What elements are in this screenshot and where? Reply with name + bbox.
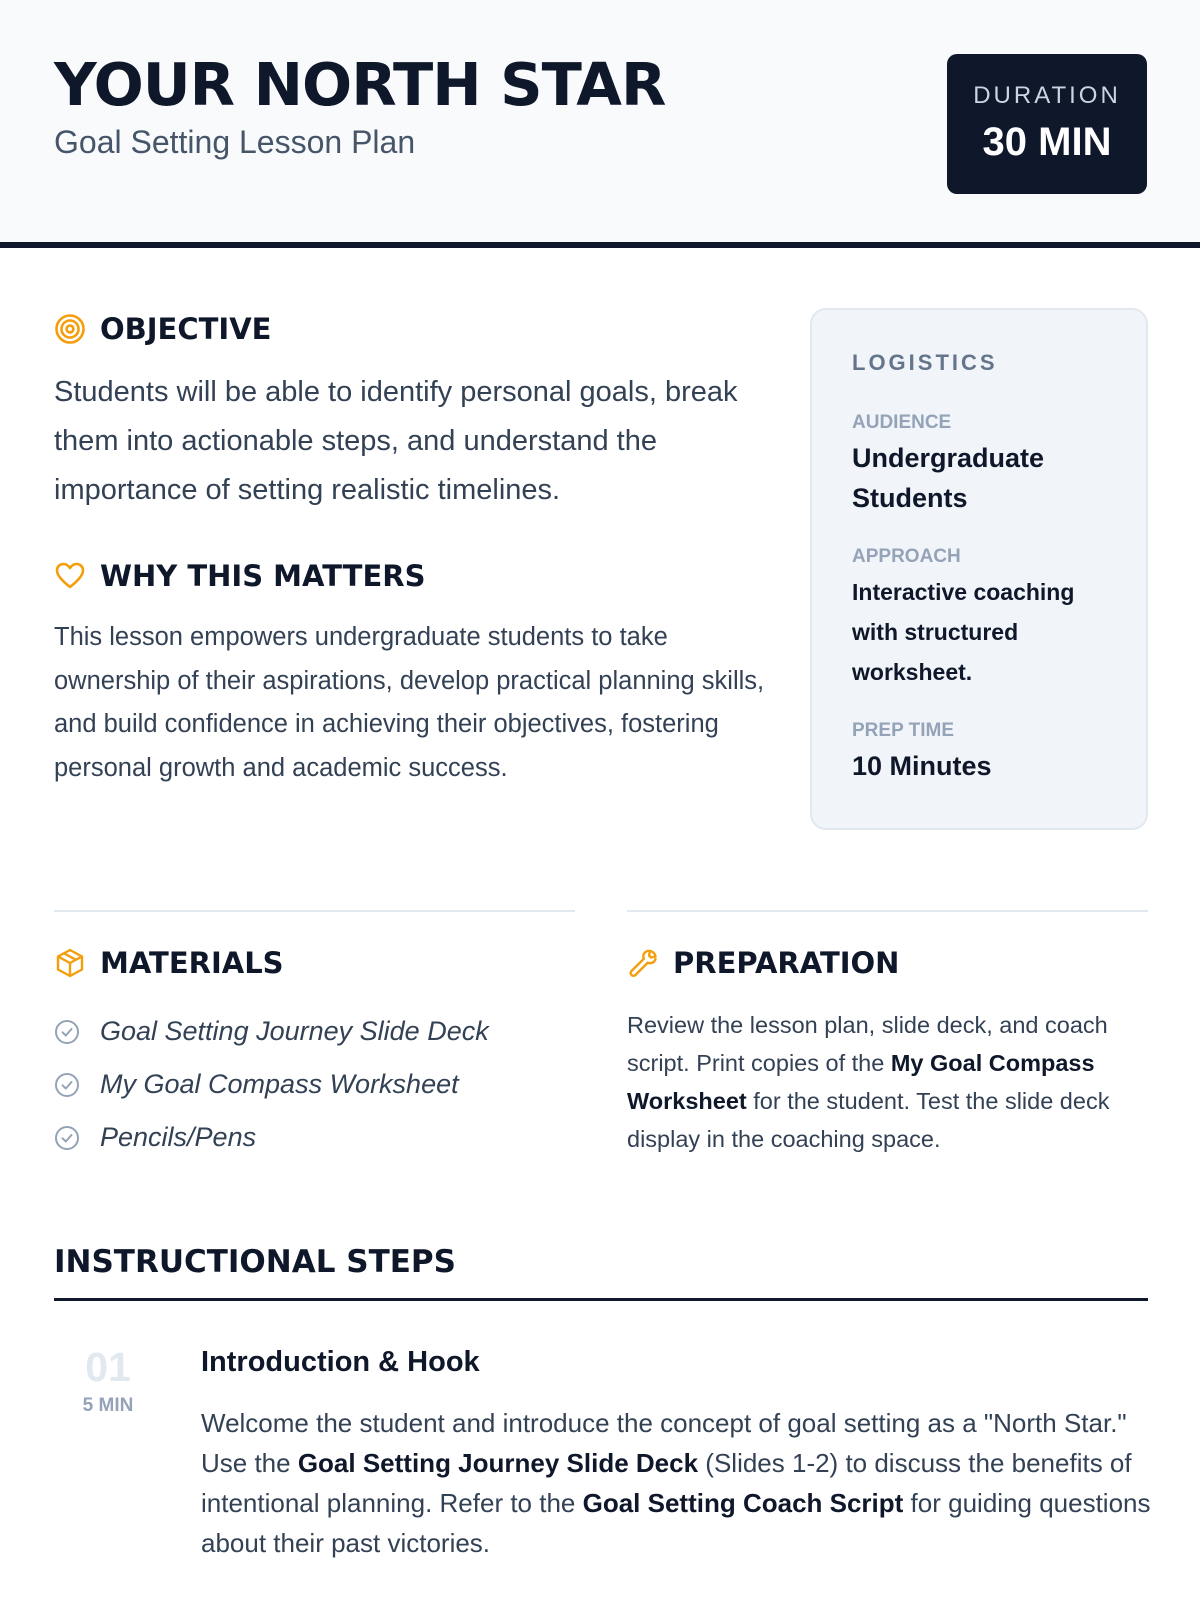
heart-icon: [54, 560, 86, 592]
list-item: [54, 1058, 489, 1111]
materials-divider: [54, 910, 575, 912]
step-emphasis: Goal Setting Journey Slide Deck: [297, 1448, 699, 1478]
preparation-text: [627, 1006, 1157, 1158]
step-text-part: for guiding questions about their past victories.: [201, 1488, 1151, 1558]
materials-heading: [54, 946, 284, 980]
page-title: YOUR NORTH STAR: [54, 50, 666, 119]
materials-list: [54, 1005, 489, 1164]
check-circle-icon: [54, 1019, 80, 1045]
step-duration: 5 MIN: [82, 1395, 134, 1416]
logistics-title: LOGISTICS: [852, 350, 998, 375]
prep-time-value: 10 Minutes: [852, 751, 992, 781]
audience-value: Undergraduate Students: [852, 443, 1045, 513]
box-icon: [54, 947, 86, 979]
step-title: Introduction & Hook: [201, 1346, 480, 1378]
step-number: 01: [85, 1344, 131, 1390]
objective-heading: [54, 312, 271, 346]
list-item: [54, 1111, 489, 1164]
materials-title: MATERIALS: [100, 946, 284, 980]
step-text-part: Welcome the student and introduce the concept of goal setting as a "North Star." Use the: [201, 1408, 1127, 1478]
wrench-icon: [627, 947, 659, 979]
duration-value: 30 MIN: [982, 120, 1112, 164]
audience-label: AUDIENCE: [852, 412, 952, 433]
material-label: Goal Setting Journey Slide Deck: [100, 1016, 489, 1046]
page-subtitle: Goal Setting Lesson Plan: [54, 124, 416, 160]
approach-label: APPROACH: [852, 546, 961, 567]
material-label: My Goal Compass Worksheet: [100, 1069, 459, 1099]
why-text: This lesson empowers undergraduate students to take ownership of their aspirations, develop practical planning skills, and build confidence in achieving their objectives, fostering personal growth and academic success.: [54, 623, 765, 782]
step-emphasis: Goal Setting Coach Script: [582, 1488, 904, 1518]
prep-time-label: PREP TIME: [852, 720, 955, 741]
check-circle-icon: [54, 1072, 80, 1098]
duration-badge: [947, 54, 1147, 194]
target-icon: [54, 313, 86, 345]
objective-title: OBJECTIVE: [100, 312, 272, 346]
step-text-part: (Slides 1-2) to discuss the benefits of intentional planning. Refer to the: [201, 1448, 1132, 1518]
why-heading: [54, 559, 426, 593]
preparation-heading: [627, 946, 899, 980]
duration-label: DURATION: [973, 82, 1121, 109]
list-item: [54, 1005, 489, 1058]
check-circle-icon: [54, 1125, 80, 1151]
why-title: WHY THIS MATTERS: [100, 559, 426, 593]
steps-divider: [54, 1298, 1148, 1301]
preparation-divider: [627, 910, 1148, 912]
step-text: [201, 1403, 1151, 1563]
preparation-text-part: for the student. Test the slide deck display in the coaching space.: [627, 1088, 1110, 1152]
approach-value: Interactive coaching with structured worksheet.: [852, 579, 1075, 685]
logistics-card: [810, 308, 1148, 830]
preparation-text-part: Review the lesson plan, slide deck, and coach script. Print copies of the: [627, 1012, 1108, 1076]
material-label: Pencils/Pens: [100, 1122, 257, 1152]
preparation-emphasis: My Goal Compass Worksheet: [627, 1050, 1095, 1114]
preparation-title: PREPARATION: [673, 946, 900, 980]
steps-title: INSTRUCTIONAL STEPS: [54, 1244, 456, 1280]
page-header: [0, 0, 1200, 248]
objective-text: Students will be able to identify personal goals, break them into actionable steps, and understand the importance of setting realistic timelines.: [54, 376, 738, 506]
